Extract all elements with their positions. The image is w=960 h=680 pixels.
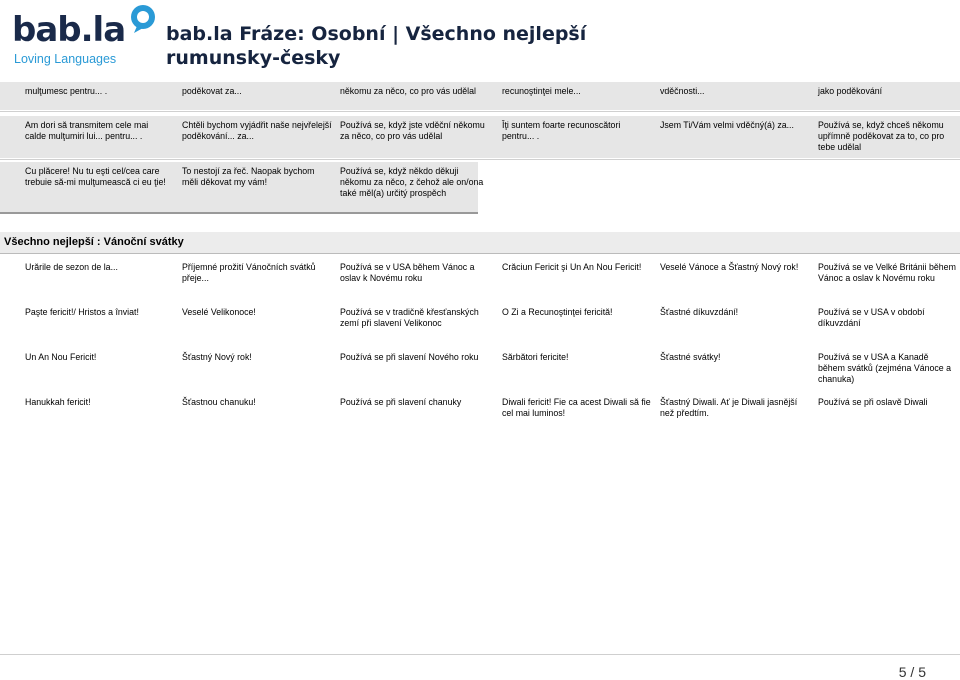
table-cell: Hanukkah fericit! xyxy=(25,397,91,407)
table-cell: Používá se v tradičně křesťanských zemí při slavení Velikonoc xyxy=(340,307,479,328)
page-number: 5 / 5 xyxy=(898,664,926,680)
table-cell: Používá se ve Velké Británii během Vánoc a oslav k Novému roku xyxy=(818,262,956,283)
table-cell: Chtěli bychom vyjádřit naše nejvřelejší poděkování... za... xyxy=(182,120,332,141)
logo xyxy=(12,4,152,68)
table-cell: Používá se v USA v období díkuvzdání xyxy=(818,307,925,328)
title-line-2: rumunsky-česky xyxy=(166,47,341,69)
table-cell: Îţi suntem foarte recunoscători pentru... . xyxy=(502,120,621,141)
title-line-1: bab.la Fráze: Osobní | Všechno nejlepší xyxy=(166,23,587,45)
table-cell: Šťastný Diwali. Ať je Diwali jasnější než předtím. xyxy=(660,397,798,418)
table-cell: někomu za něco, co pro vás udělal xyxy=(340,86,476,96)
table-cell: Používá se, když jste vděční někomu za něco, co pro vás udělal xyxy=(340,120,485,141)
table-cell: Veselé Velikonoce! xyxy=(182,307,256,317)
table-row xyxy=(0,397,960,423)
table-cell: mulţumesc pentru... . xyxy=(25,86,108,96)
divider xyxy=(0,212,478,214)
table-cell: recunoştinţei mele... xyxy=(502,86,581,96)
table-row xyxy=(0,116,960,158)
table-row xyxy=(0,352,960,386)
table-cell: Urările de sezon de la... xyxy=(25,262,118,272)
table-cell: Používá se v USA a Kanadě během svátků (zejména Vánoce a chanuka) xyxy=(818,352,952,384)
table-cell: Šťastné svátky! xyxy=(660,352,721,362)
speech-bubble-icon xyxy=(128,4,158,34)
table-cell: Příjemné prožití Vánočních svátků přeje... xyxy=(182,262,316,283)
divider xyxy=(0,159,960,160)
logo-wordmark: bab.la xyxy=(12,10,126,50)
table-cell: Šťastnou chanuku! xyxy=(182,397,256,407)
table-row xyxy=(0,262,960,296)
table-cell: Používá se při oslavě Diwali xyxy=(818,397,928,407)
table-cell: poděkovat za... xyxy=(182,86,242,96)
table-cell: Šťastné díkuvzdání! xyxy=(660,307,739,317)
divider xyxy=(0,111,960,112)
table-cell: jako poděkování xyxy=(818,86,883,96)
table-cell: Cu plăcere! Nu tu eşti cel/cea care trebuie să-mi mulţumească ci eu ţie! xyxy=(25,166,166,187)
divider xyxy=(0,654,960,655)
table-cell: Paşte fericit!/ Hristos a înviat! xyxy=(25,307,139,317)
table-cell: Diwali fericit! Fie ca acest Diwali să fie cel mai luminos! xyxy=(502,397,651,418)
table-cell: Používá se, když chceš někomu upřímně poděkovat za to, co pro tebe udělal xyxy=(818,120,945,152)
table-cell: Šťastný Nový rok! xyxy=(182,352,252,362)
table-row xyxy=(0,82,960,110)
divider xyxy=(0,253,960,254)
table-cell: vděčnosti... xyxy=(660,86,705,96)
table-cell: Používá se, když někdo děkuji někomu za něco, z čehož ale on/ona také měl(a) určitý prospěch xyxy=(340,166,484,198)
table-cell: Používá se v USA během Vánoc a oslav k Novému roku xyxy=(340,262,475,283)
table-cell: Un An Nou Fericit! xyxy=(25,352,97,362)
table-cell: O Zi a Recunoştinţei fericită! xyxy=(502,307,613,317)
table-row xyxy=(0,162,484,212)
table-cell: Používá se při slavení chanuky xyxy=(340,397,462,407)
table-row xyxy=(0,307,960,341)
table-cell: Sărbători fericite! xyxy=(502,352,569,362)
table-cell: Crăciun Fericit şi Un An Nou Fericit! xyxy=(502,262,642,272)
section-title: Všechno nejlepší : Vánoční svátky xyxy=(4,236,184,248)
logo-tagline: Loving Languages xyxy=(14,52,117,66)
table-cell: Veselé Vánoce a Šťastný Nový rok! xyxy=(660,262,799,272)
page-title xyxy=(166,22,586,70)
table-cell: Používá se při slavení Nového roku xyxy=(340,352,479,362)
table-cell: Jsem Ti/Vám velmi vděčný(á) za... xyxy=(660,120,794,130)
table-cell: To nestojí za řeč. Naopak bychom měli děkovat my vám! xyxy=(182,166,315,187)
table-cell: Am dori să transmitem cele mai calde mulţumiri lui... pentru... . xyxy=(25,120,149,141)
